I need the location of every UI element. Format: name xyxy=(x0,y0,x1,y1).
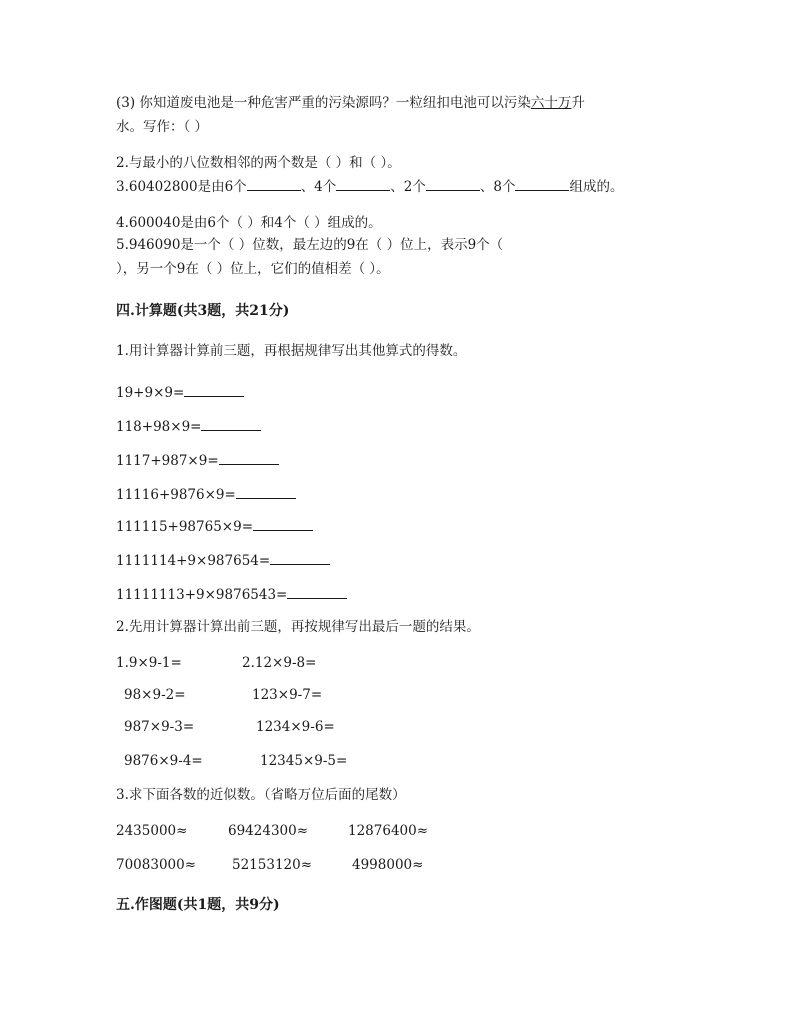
question-text: 、4个 xyxy=(300,179,337,195)
question-text: 3.60402800是由6个 xyxy=(116,179,247,195)
question-4: 4.600040是由6个（ ）和4个（ ）组成的。 xyxy=(116,215,382,231)
expression: 111115+98765×9= xyxy=(116,519,254,535)
problem-2-left-item: 1.9×9-1= xyxy=(116,655,182,671)
expression: 11116+9876×9= xyxy=(116,487,236,503)
problem-2-title: 2.先用计算器计算出前三题，再按规律写出最后一题的结果。 xyxy=(116,619,480,635)
problem-3-title: 3.求下面各数的近似数。（省略万位后面的尾数） xyxy=(116,787,406,803)
problem-1-item xyxy=(116,484,296,504)
answer-blank[interactable] xyxy=(219,450,279,465)
expression: 118+98×9= xyxy=(116,419,202,435)
problem-1-item xyxy=(116,584,347,604)
problem-2-right-item: 123×9-7= xyxy=(252,687,323,703)
question-2: 2.与最小的八位数相邻的两个数是（ ）和（ ）。 xyxy=(116,155,401,171)
answer-blank[interactable] xyxy=(426,176,480,191)
question-text: (3) 你知道废电池是一种危害严重的污染源吗？一粒纽扣电池可以污染 xyxy=(116,95,531,111)
problem-1-item xyxy=(116,516,313,536)
question-5-line1: 5.946090是一个（ ）位数，最左边的9在（ ）位上，表示9个（ xyxy=(116,237,504,253)
expression: 1111114+9×987654= xyxy=(116,553,271,569)
problem-1-item xyxy=(116,382,244,402)
question-text: 、8个 xyxy=(479,179,516,195)
answer-blank[interactable] xyxy=(184,382,244,397)
question-3-battery-line2: 水。写作：（ ） xyxy=(116,119,209,135)
problem-3-item: 70083000≈ xyxy=(116,857,197,873)
section-4-heading: 四.计算题(共3题，共21分) xyxy=(116,303,290,319)
answer-blank[interactable] xyxy=(236,484,296,499)
question-3-battery-line1 xyxy=(116,94,585,112)
problem-2-right-item: 12345×9-5= xyxy=(260,753,348,769)
problem-1-item xyxy=(116,550,330,570)
problem-3-item: 12876400≈ xyxy=(348,823,429,839)
problem-2-left-item: 98×9-2= xyxy=(124,687,186,703)
problem-3-item: 69424300≈ xyxy=(228,823,309,839)
problem-1-item xyxy=(116,416,261,436)
question-text: 、2个 xyxy=(390,179,426,195)
expression: 19+9×9= xyxy=(116,385,185,401)
problem-3-item: 52153120≈ xyxy=(232,857,313,873)
problem-3-item: 2435000≈ xyxy=(116,823,188,839)
problem-1-item xyxy=(116,450,279,470)
answer-blank[interactable] xyxy=(247,176,301,191)
problem-3-item: 4998000≈ xyxy=(352,857,424,873)
section-5-heading: 五.作图题(共1题，共9分) xyxy=(116,897,280,913)
problem-2-left-item: 987×9-3= xyxy=(124,719,195,735)
answer-blank[interactable] xyxy=(201,416,261,431)
question-3 xyxy=(116,176,623,196)
answer-blank[interactable] xyxy=(336,176,390,191)
answer-blank[interactable] xyxy=(287,584,347,599)
underlined-number: 六十万 xyxy=(530,95,572,111)
problem-1-title: 1.用计算器计算前三题，再根据规律写出其他算式的得数。 xyxy=(116,343,467,359)
problem-2-right-item: 2.12×9-8= xyxy=(242,655,317,671)
question-text-end: 升 xyxy=(571,95,585,111)
question-text: 组成的。 xyxy=(569,179,624,195)
answer-blank[interactable] xyxy=(515,176,569,191)
expression: 1117+987×9= xyxy=(116,453,219,469)
question-5-line2: ），另一个9在（ ）位上，它们的值相差（ ）。 xyxy=(116,261,390,277)
answer-blank[interactable] xyxy=(270,550,330,565)
answer-blank[interactable] xyxy=(253,516,313,531)
problem-2-left-item: 9876×9-4= xyxy=(124,753,203,769)
expression: 11111113+9×9876543= xyxy=(116,587,288,603)
problem-2-right-item: 1234×9-6= xyxy=(256,719,335,735)
